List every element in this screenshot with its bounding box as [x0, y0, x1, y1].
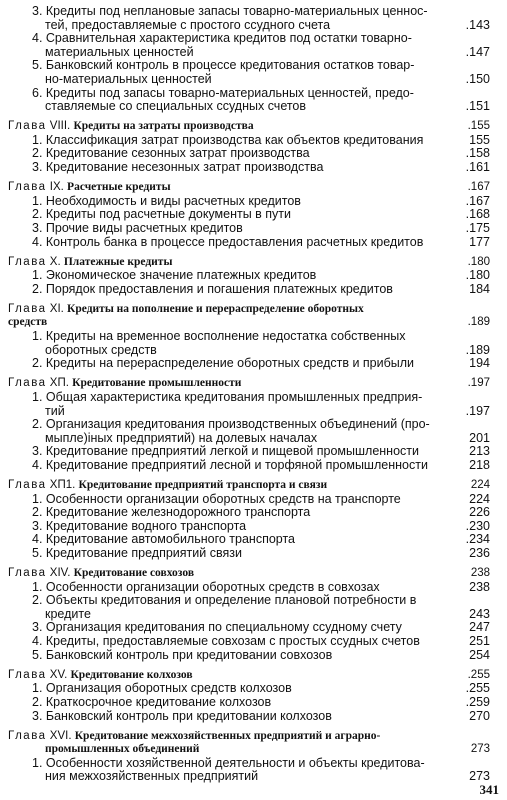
toc-item-text: 2. Порядок предоставления и погашения платежных кредитов — [32, 282, 393, 296]
toc-chapter-heading — [8, 120, 490, 134]
toc-item-text: 2. Кредиты под расчетные документы в пути — [32, 208, 292, 222]
toc-item — [8, 696, 490, 710]
toc-item-text: 3. Кредитование водного транспорта — [32, 519, 247, 533]
toc-item-continued — [8, 32, 490, 46]
chapter-number: XIV. — [49, 567, 71, 580]
toc-item — [8, 269, 490, 283]
chapter-title: Кредитование предприятий транспорта и связи — [78, 479, 328, 491]
toc-item — [8, 520, 490, 534]
toc-item — [8, 594, 490, 608]
toc-page-number: 194 — [469, 357, 490, 371]
toc-item — [8, 649, 490, 663]
toc-item — [8, 581, 490, 595]
chapter-number: X. — [49, 255, 61, 268]
toc-page-number: .158 — [465, 147, 490, 161]
toc-page-number: 238 — [469, 580, 490, 594]
chapter-number: XVI. — [49, 729, 72, 742]
toc-page-number: .255 — [465, 682, 490, 696]
toc-item-text: 3. Организация кредитования по специальному ссудному счету — [32, 621, 402, 635]
toc-item-text: 3. Кредитование несезонных затрат производства — [32, 161, 324, 175]
toc-page-number: .189 — [467, 316, 490, 329]
chapter-word: Глава — [8, 377, 47, 390]
toc-page-number: 273 — [470, 743, 490, 756]
toc-item-text: ния межхозяйственных предприятий — [45, 770, 259, 784]
toc-item-text: 1. Общая характеристика кредитования промышленных предприя- — [32, 390, 423, 404]
toc-item-text: 5. Банковский контроль при кредитовании совхозов — [32, 648, 333, 662]
toc-page-number: 224 — [470, 479, 490, 491]
toc-item-continued — [8, 608, 490, 622]
toc-item — [8, 208, 490, 222]
toc-chapter-heading — [8, 730, 490, 744]
chapter-title: промышленных объединений — [45, 743, 200, 756]
toc-item — [8, 493, 490, 507]
chapter-word: Глава — [8, 302, 47, 315]
toc-page-number: 201 — [469, 431, 490, 445]
chapter-number: VIII. — [49, 120, 71, 133]
toc-item-continued — [8, 46, 490, 60]
toc-item — [8, 195, 490, 209]
toc-page-number: .151 — [465, 100, 490, 114]
toc-chapter-heading-continued — [8, 316, 490, 330]
chapter-title: Кредитование совхозов — [73, 567, 195, 580]
toc-page-number: .180 — [465, 269, 490, 283]
toc-item — [8, 682, 490, 696]
toc-item-text: 3. Кредитование предприятий легкой и пищевой промышленности — [32, 445, 419, 459]
toc-item-continued — [8, 100, 490, 114]
toc-item-text: 4. Кредитование предприятий лесной и торфяной промышленности — [32, 458, 428, 472]
toc-item — [8, 147, 490, 161]
toc-item-text: материальных ценностей — [45, 45, 194, 59]
toc-item-continued — [8, 59, 490, 73]
toc-page-number: .259 — [465, 695, 490, 709]
toc-item-text: 4. Кредиты, предоставляемые совхозам с простых ссудных счетов — [32, 635, 420, 649]
toc-chapter-heading — [8, 303, 490, 317]
toc-item-continued — [8, 73, 490, 87]
toc-page-number: 238 — [470, 567, 490, 580]
chapter-title: средств — [8, 316, 48, 329]
toc-item-text: 5. Банковский контроль в процессе кредитования остатков товар- — [32, 59, 415, 73]
toc-page-number: .155 — [467, 120, 490, 133]
toc-chapter-heading — [8, 256, 490, 270]
toc-page-number: .143 — [465, 18, 490, 32]
toc-page-number: 273 — [469, 770, 490, 784]
chapter-word: Глава — [8, 567, 47, 580]
toc-page-number: .147 — [465, 45, 490, 59]
toc-item — [8, 635, 490, 649]
chapter-title: Кредитование промышленности — [72, 377, 242, 390]
chapter-number: ХП. — [49, 377, 69, 390]
toc-page-number: 155 — [469, 133, 490, 147]
toc-item — [8, 391, 490, 405]
page-number: 341 — [479, 782, 499, 797]
toc-item-text: оборотных средств — [45, 343, 157, 357]
chapter-word: Глава — [8, 668, 47, 681]
toc-item — [8, 357, 490, 371]
toc-item-text: 1. Организация оборотных средств колхозов — [32, 682, 292, 696]
toc-item-text: 4. Сравнительная характеристика кредитов под остатки товарно- — [32, 32, 412, 46]
toc-item-text: тей, предоставляемые с простого ссудного счета — [45, 18, 331, 32]
toc-page-number: .167 — [465, 194, 490, 208]
toc-item — [8, 757, 490, 771]
chapter-title: Кредитование межхозяйственных предприятий и аграрно- — [74, 729, 381, 742]
chapter-number: XV. — [49, 668, 68, 681]
toc-item-text: но-материальных ценностей — [45, 72, 212, 86]
toc-item-text: 3. Кредиты под неплановые запасы товарно-материальных ценнос- — [32, 5, 428, 18]
toc-page-number: .180 — [467, 255, 490, 268]
toc-page-number: .230 — [465, 519, 490, 533]
toc-item-continued — [8, 87, 490, 101]
toc-page-number: 177 — [469, 235, 490, 249]
toc-item-text: 1. Особенности организации оборотных средств в совхозах — [32, 580, 380, 594]
chapter-word: Глава — [8, 479, 47, 491]
toc-item-text: мыпле)іных предприятий) на долевых началах — [45, 431, 318, 445]
toc-item — [8, 621, 490, 635]
toc-item — [8, 134, 490, 148]
chapter-title: Кредитование колхозов — [70, 668, 193, 681]
toc-item-text: 2. Кредитование сезонных затрат производства — [32, 147, 310, 161]
toc-page-number: 218 — [469, 458, 490, 472]
toc-item — [8, 710, 490, 724]
toc-item-text: 4. Кредитование автомобильного транспорта — [32, 533, 296, 547]
chapter-number: IX. — [49, 181, 64, 194]
toc-item-text: 3. Прочие виды расчетных кредитов — [32, 221, 243, 235]
toc-item-text: 4. Контроль банка в процессе предоставления расчетных кредитов — [32, 235, 424, 249]
toc-item-text: 1. Особенности организации оборотных средств на транспорте — [32, 492, 401, 506]
toc-page-number: 236 — [469, 546, 490, 560]
toc-page-number: 247 — [469, 621, 490, 635]
toc-item — [8, 418, 490, 432]
toc-item-continued — [8, 344, 490, 358]
toc-item-continued — [8, 432, 490, 446]
chapter-title: Платежные кредиты — [63, 255, 173, 268]
toc-page-number: .150 — [465, 72, 490, 86]
toc-page-number: .161 — [465, 161, 490, 175]
toc-chapter-heading-continued — [8, 743, 490, 757]
toc-item — [8, 459, 490, 473]
toc-item-text: 2. Кредитование железнодорожного транспорта — [32, 506, 311, 520]
chapter-word: Глава — [8, 181, 47, 194]
table-of-contents — [8, 5, 490, 784]
toc-page-number: 243 — [469, 607, 490, 621]
toc-item — [8, 445, 490, 459]
toc-item-text: тий — [45, 404, 65, 418]
toc-item-continued — [8, 19, 490, 33]
toc-item-text: 2. Кредиты на перераспределение оборотных средств и прибыли — [32, 357, 415, 371]
toc-item-text: кредите — [45, 607, 91, 621]
toc-page-number: .255 — [467, 668, 490, 681]
toc-chapter-heading — [8, 377, 490, 391]
toc-page-number: .197 — [465, 404, 490, 418]
toc-page-number: 224 — [469, 492, 490, 506]
toc-item-text: 1. Классификация затрат производства как объектов кредитования — [32, 133, 424, 147]
chapter-title: Расчетные кредиты — [67, 181, 171, 194]
toc-page-number: 184 — [469, 282, 490, 296]
toc-item-text: ставляемые со специальных ссудных счетов — [45, 100, 307, 114]
chapter-number: XI. — [49, 302, 64, 315]
toc-page-number: .175 — [465, 221, 490, 235]
toc-item — [8, 547, 490, 561]
toc-page-number: .167 — [467, 181, 490, 194]
toc-item-text: 2. Краткосрочное кредитование колхозов — [32, 695, 272, 709]
toc-item — [8, 161, 490, 175]
toc-page-number: 226 — [469, 506, 490, 520]
toc-item-continued — [8, 5, 490, 19]
toc-page-number: .189 — [465, 343, 490, 357]
chapter-number: ХП1. — [49, 479, 76, 491]
toc-item-text: 1. Экономическое значение платежных кредитов — [32, 269, 317, 283]
toc-item-text: 3. Банковский контроль при кредитовании колхозов — [32, 709, 332, 723]
toc-chapter-heading — [8, 567, 490, 581]
toc-chapter-heading — [8, 479, 490, 493]
toc-chapter-heading — [8, 669, 490, 683]
toc-page-number: .197 — [467, 377, 490, 390]
chapter-word: Глава — [8, 255, 47, 268]
chapter-word: Глава — [8, 729, 47, 742]
toc-item — [8, 222, 490, 236]
toc-item-text: 5. Кредитование предприятий связи — [32, 546, 242, 560]
toc-item-text: 1. Необходимость и виды расчетных кредитов — [32, 194, 301, 208]
toc-item — [8, 236, 490, 250]
toc-item-text: 1. Кредиты на временное восполнение недостатка собственных — [32, 330, 406, 344]
toc-page-number: .234 — [465, 533, 490, 547]
chapter-title: Кредиты на затраты производства — [73, 120, 254, 133]
toc-item — [8, 506, 490, 520]
chapter-word: Глава — [8, 120, 47, 133]
toc-item-continued — [8, 405, 490, 419]
toc-page-number: 251 — [469, 635, 490, 649]
toc-item — [8, 283, 490, 297]
toc-item — [8, 533, 490, 547]
toc-page-number: 270 — [469, 709, 490, 723]
toc-page-number: .168 — [465, 208, 490, 222]
toc-item-text: 2. Организация кредитования производственных объединений (про- — [32, 418, 430, 432]
toc-item-text: 6. Кредиты под запасы товарно-материальных ценностей, предо- — [32, 86, 414, 100]
toc-item — [8, 330, 490, 344]
chapter-title: Кредиты на пополнение и перераспределение оборотных — [67, 302, 364, 315]
toc-page-number: 213 — [469, 445, 490, 459]
toc-chapter-heading — [8, 181, 490, 195]
toc-item-text: 1. Особенности хозяйственной деятельности и объекты кредитова- — [32, 756, 425, 770]
toc-item-text: 2. Объекты кредитования и определение плановой потребности в — [32, 594, 417, 608]
toc-page-number: 254 — [469, 648, 490, 662]
toc-item-continued — [8, 770, 490, 784]
